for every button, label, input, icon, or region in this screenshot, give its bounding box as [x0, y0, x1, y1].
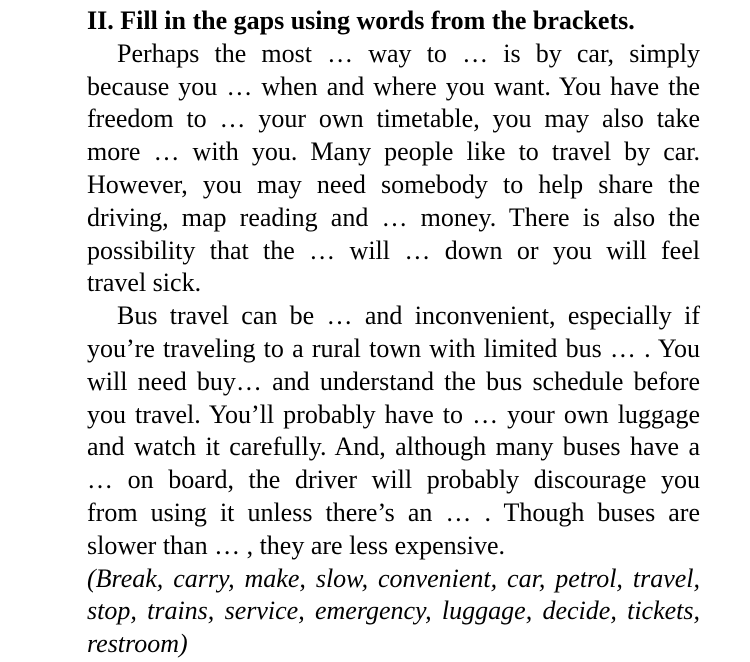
- paragraph-car-travel-line: possibility that the … will … down or you will feel: [87, 235, 700, 265]
- exercise-heading: II. Fill in the gaps using words from the brackets.: [87, 6, 635, 35]
- paragraph-car-travel-line: more … with you. Many people like to travel by car.: [87, 137, 700, 167]
- paragraph-car-travel-line: Perhaps the most … way to … is by car, simply: [117, 38, 700, 68]
- paragraph-bus-travel-line: from using it unless there’s an … . Though buses are: [87, 497, 700, 527]
- paragraph-bus-travel-line: … on board, the driver will probably discourage you: [87, 465, 700, 495]
- paragraph-bus-travel-line: will need buy… and understand the bus schedule before: [87, 366, 700, 396]
- paragraph-car-travel-line: travel sick.: [87, 268, 202, 298]
- word-bank-line: stop, trains, service, emergency, luggage, decide, tickets,: [87, 596, 700, 626]
- paragraph-bus-travel-line: you’re traveling to a rural town with limited bus … . You: [87, 333, 700, 363]
- paragraph-bus-travel-line: slower than … , they are less expensive.: [87, 530, 506, 560]
- paragraph-bus-travel-line: and watch it carefully. And, although many buses have a: [87, 432, 700, 462]
- word-bank-line: restroom): [87, 629, 188, 659]
- paragraph-bus-travel: [87, 300, 700, 562]
- exercise-body: [87, 38, 700, 661]
- word-bank: [87, 563, 700, 661]
- paragraph-car-travel-line: because you … when and where you want. You have the: [87, 71, 700, 101]
- paragraph-car-travel-line: driving, map reading and … money. There is also the: [87, 202, 700, 232]
- paragraph-car-travel-line: freedom to … your own timetable, you may also take: [87, 104, 700, 134]
- paragraph-bus-travel-line: you travel. You’ll probably have to … your own luggage: [87, 399, 700, 429]
- word-bank-line: (Break, carry, make, slow, convenient, car, petrol, travel,: [87, 563, 700, 593]
- paragraph-car-travel: [87, 38, 700, 300]
- paragraph-car-travel-line: However, you may need somebody to help share the: [87, 169, 700, 199]
- paragraph-bus-travel-line: Bus travel can be … and inconvenient, especially if: [117, 301, 700, 331]
